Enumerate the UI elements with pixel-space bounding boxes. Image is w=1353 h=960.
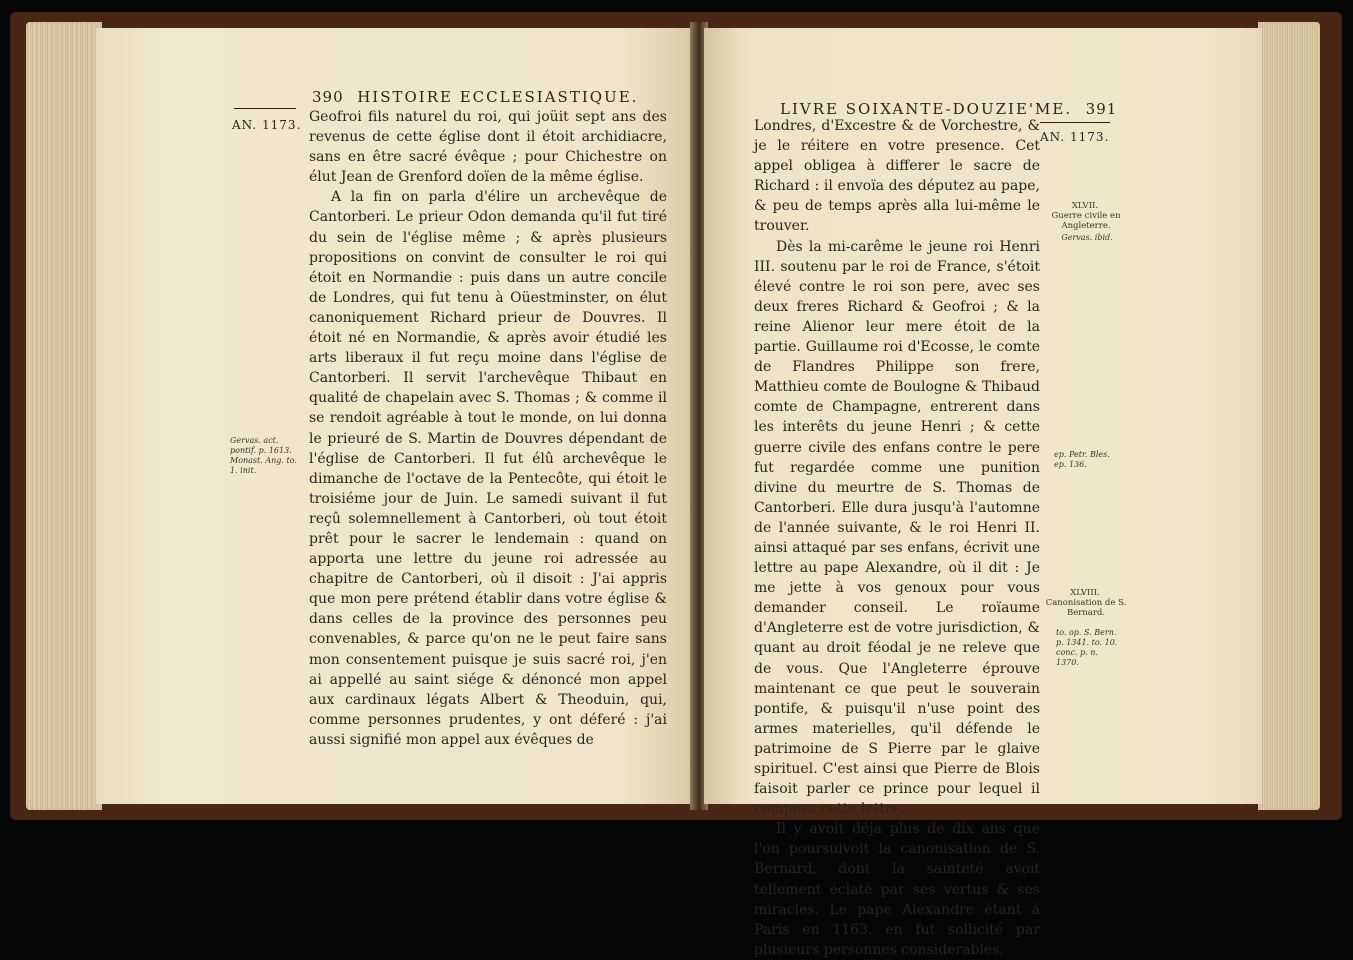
margin-note-xlviii-title: Canonisation de S. Bernard. <box>1045 598 1127 618</box>
left-year-rule <box>234 108 296 109</box>
margin-note-xlvii-title: Guerre civile en Angleterre. <box>1051 211 1121 231</box>
margin-note-xlvii-ref: Gervas. ibid. <box>1061 233 1113 242</box>
left-margin-note: Gervas. act. pontif. p. 1613. Monast. Ang. to. 1. init. <box>230 436 297 475</box>
page-edges-left <box>26 22 102 810</box>
left-paragraph-1: Geofroi fils naturel du roi, qui joüit sept ans des revenus de cette église dont il étoit archidiacre, sans en être sacré évêque ; pour Chichestre on élut Jean de Grenford doïen de la même église. <box>309 109 667 186</box>
left-body-text <box>309 107 667 750</box>
margin-note-xlviii-number: XLVIII. <box>1070 588 1100 598</box>
margin-note-xlvii-number: XLVII. <box>1071 201 1099 211</box>
left-paragraph-2: A la fin on parla d'élire un archevêque de Cantorberi. Le prieur Odon demanda qu'il fut tiré du sein de l'église même ; & après plusieurs propositions on convint de consulter le roi qui étoit en Normandie : puis dans un autre concile de Londres, qui fut tenu à Oüestminster, on élut canoniquement Richard prieur de Douvres. Il étoit né en Normandie, & après avoir étudié les arts liberaux il fut reçu moine dans l'église de Cantorberi. Il servit l'archevêque Thibaut en qualité de chapelain avec S. Thomas ; & comme il se rendoit agréable à tout le monde, on lui donna le prieuré de S. Martin de Douvres dépendant de l'église de Cantorberi. Il fut élû archevêque le dimanche de l'octave de la Pentecôte, qui étoit le troisiéme jour de Juin. Le samedi suivant il fut reçû solemnellement à Cantorberi, où tout étoit prêt pour le sacrer le lendemain : quand on apporta une lettre du jeune roi adressée au chapitre de Cantorberi, où il disoit : J'ai appris que mon pere prétend établir dans votre église & dans celles de la province des personnes peu convenables, & parce qu'on ne le peut faire sans mon consentement puisque je suis sacré roi, j'en ai appellé au saint siége & dénoncé mon appel aux cardinaux légats Albert & Theoduin, qui, comme personnes prudentes, y ont déferé : j'ai aussi signifié mon appel aux évêques de <box>309 189 667 748</box>
right-body-text <box>754 116 1040 960</box>
left-page <box>96 28 694 804</box>
left-page-number: 390 <box>312 88 344 106</box>
margin-note-petr-bles: ep. Petr. Bles. ep. 136. <box>1054 450 1110 469</box>
right-paragraph-3: Il y avoit déja plus de dix ans que l'on poursuivoit la canonisation de S. Bernard, dont la sainteté avoit tellement éclaté par ses vertus & ses miracles. Le pape Alexandre étant à Paris en 1163. en fut sollicité par plusieurs personnes considerables, <box>754 821 1040 958</box>
right-paragraph-2: Dès la mi-carême le jeune roi Henri III. soutenu par le roi de France, s'étoit élevé contre le roi son pere, avec ses deux freres Richard & Geofroi ; & la reine Alienor leur mere étoit de la partie. Guillaume roi d'Ecosse, le comte de Flandres Philippe son frere, Matthieu comte de Boulogne & Thibaud comte de Champagne, entrerent dans les interêts du jeune Henri ; & cette guerre civile des enfans contre le pere fut regardée comme une punition divine du meurtre de S. Thomas de Cantorberi. Elle dura jusqu'à l'automne de l'année suivante, & le roi Henri II. ainsi attaqué par ses enfans, écrivit une lettre au pape Alexandre, où il dit : Je me jette à vos genoux pour vous demander conseil. Le roïaume d'Angleterre est de votre jurisdiction, & quant au droit féodal je ne releve que de vous. Que l'Angleterre éprouve maintenant ce que peut le souverain pontife, & puisqu'il n'use point des armes materielles, qu'il défende le patrimoine de S Pierre par le glaive spirituel. C'est ainsi que Pierre de Blois faisoit parler ce prince pour lequel il composa cette lettre. <box>754 238 1040 818</box>
margin-note-xlviii-ref: to. op. S. Bern. p. 1341. to. 10. conc. p. n. 1370. <box>1056 628 1118 667</box>
left-running-head <box>312 88 638 106</box>
right-year-rule <box>1040 122 1110 123</box>
left-year: AN. 1173. <box>232 118 302 132</box>
right-year: AN. 1173. <box>1040 130 1110 144</box>
right-page-number: 391 <box>1085 100 1118 118</box>
right-page <box>704 28 1262 958</box>
left-running-title: HISTOIRE ECCLESIASTIQUE. <box>357 88 639 106</box>
right-paragraph-1: Londres, d'Excestre & de Vorchestre, & je le réitere en votre presence. Cet appel obligea à differer le sacre de Richard : il envoïa des députez au pape, & peu de temps après alla lui-même le trouver. <box>754 118 1040 235</box>
page-edges-right <box>1258 22 1320 810</box>
right-running-title: LIVRE SOIXANTE-DOUZIE'ME. <box>780 100 1073 118</box>
